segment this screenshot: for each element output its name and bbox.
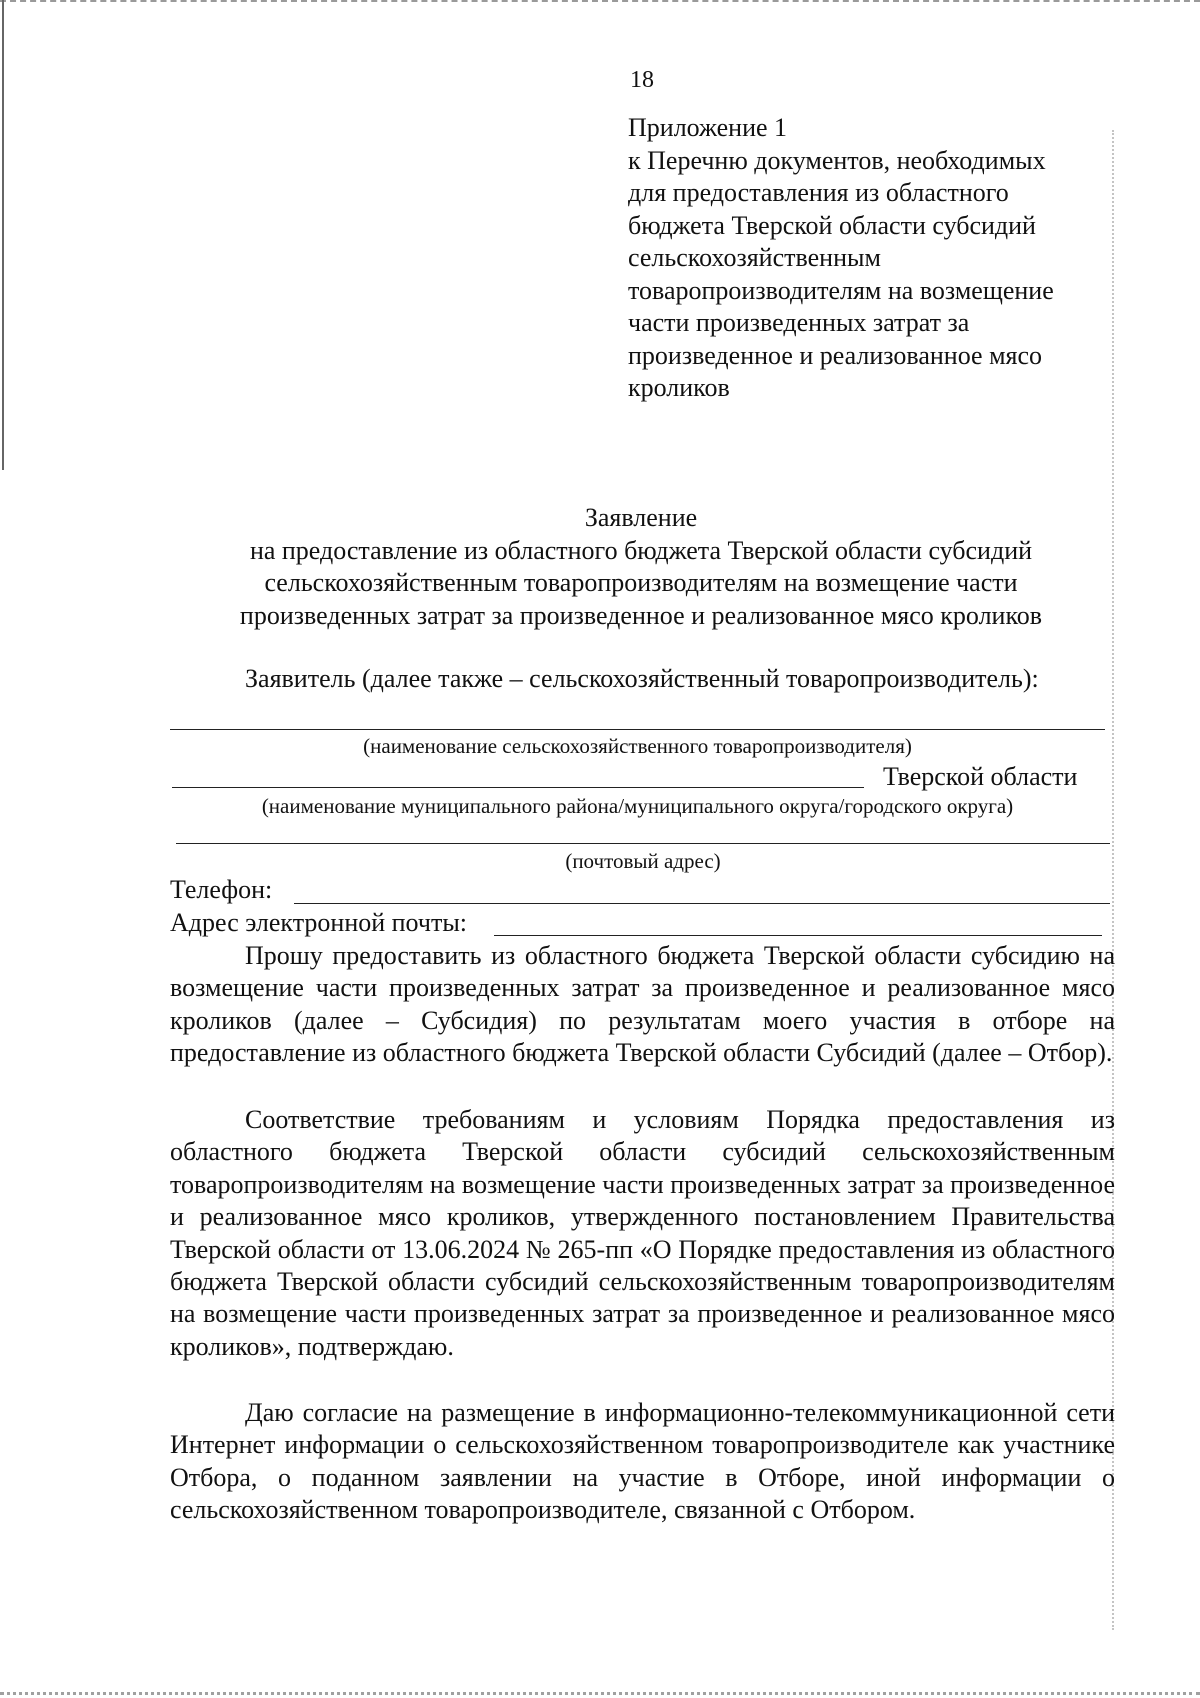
phone-label: Телефон: xyxy=(170,875,273,904)
email-line[interactable] xyxy=(494,935,1102,936)
appendix-line: кроликов xyxy=(628,373,730,402)
postal-address-caption: (почтовый адрес) xyxy=(565,849,721,873)
appendix-line: к Перечню документов, необходимых xyxy=(628,145,1046,175)
producer-name-caption: (наименование сельскохозяйственного товаропроизводителя) xyxy=(363,734,912,758)
appendix-line: части произведенных затрат за xyxy=(628,308,970,337)
appendix-line: сельскохозяйственным xyxy=(628,243,881,272)
compliance-paragraph: Соответствие требованиям и условиям Порядка предоставления из областного бюджета Тверской области субсидий сельскохозяйственным товаропроизводителям на возмещение части произведенных затрат за произведенное и реализованное мясо кроликов, утвержденного постановлением Правительства Тверской области от 13.06.2024 № 265-пп «О Порядке предоставления из областного бюджета Тверской области субсидий сельскохозяйственным товаропроизводителям на возмещение части произведенных затрат за произведенное и реализованное мясо кроликов», подтверждаю. xyxy=(170,1105,1115,1361)
title-heading: Заявление xyxy=(584,503,698,532)
consent-paragraph: Даю согласие на размещение в информационно-телекоммуникационной сети Интернет информации о сельскохозяйственном товаропроизводителе как участнике Отбора, о поданном заявлении на участие в Отборе, иной информации о сельскохозяйственном товаропроизводителе, связанной с Отбором. xyxy=(170,1398,1115,1525)
scan-edge-bottom xyxy=(0,1692,1200,1695)
phone-line[interactable] xyxy=(294,903,1110,904)
district-line[interactable] xyxy=(172,787,864,788)
request-paragraph: Прошу предоставить из областного бюджета Тверской области субсидию на возмещение части произведенных затрат за произведенное и реализованное мясо кроликов (далее – Субсидия) по результатам моего участия в отборе на предоставление из областного бюджета Тверской области Субсидий (далее – Отбор). xyxy=(170,941,1115,1068)
page-number: 18 xyxy=(630,67,654,93)
title-line: сельскохозяйственным товаропроизводителям на возмещение части xyxy=(264,568,1018,597)
appendix-line: произведенное и реализованное мясо xyxy=(628,340,1043,370)
title-line: на предоставление из областного бюджета Тверской области субсидий xyxy=(249,535,1033,565)
appendix-line: товаропроизводителям на возмещение xyxy=(628,275,1054,305)
applicant-label: Заявитель (далее также – сельскохозяйственный товаропроизводитель): xyxy=(245,664,1039,693)
appendix-line: Приложение 1 xyxy=(628,113,788,142)
producer-name-line[interactable] xyxy=(170,729,1105,730)
postal-address-line[interactable] xyxy=(176,843,1110,844)
appendix-header xyxy=(628,112,1098,405)
title-line: произведенных затрат за произведенное и реализованное мясо кроликов xyxy=(239,600,1043,630)
region-suffix: Тверской области xyxy=(883,762,1078,791)
email-label: Адрес электронной почты: xyxy=(170,908,468,937)
appendix-line: для предоставления из областного xyxy=(628,178,1009,207)
scan-edge-left xyxy=(2,0,4,470)
district-caption: (наименование муниципального района/муниципального округа/городского округа) xyxy=(261,794,1014,818)
document-title xyxy=(160,502,1122,632)
appendix-line: бюджета Тверской области субсидий xyxy=(628,210,1036,240)
scan-edge-top xyxy=(0,0,1200,2)
